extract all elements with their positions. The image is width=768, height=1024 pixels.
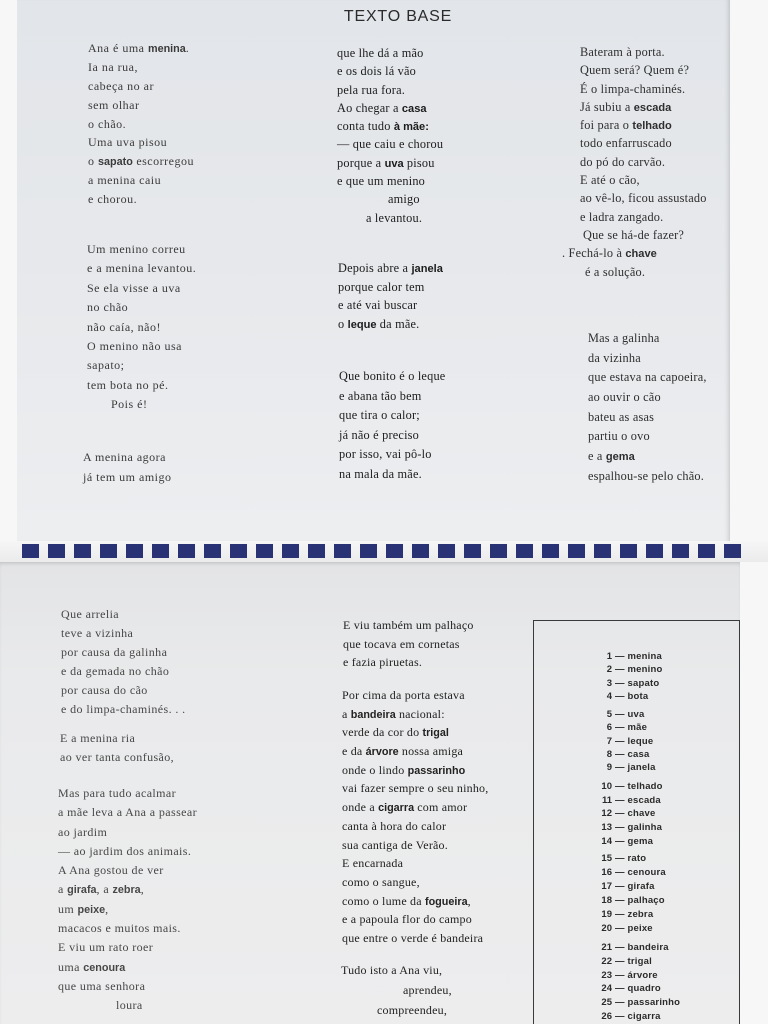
text-line: Mas a galinha: [588, 331, 660, 345]
highlighted-word: árvore: [365, 746, 399, 759]
item-number: 5: [606, 709, 612, 720]
highlighted-word: escada: [633, 101, 672, 114]
word-list-item: [592, 708, 656, 721]
item-number: 9: [606, 762, 612, 774]
text-line: o chão.: [88, 116, 127, 131]
word-list-item: [592, 852, 666, 866]
text-line: E a menina ria: [60, 731, 136, 745]
text-line: e do limpa-chaminés. . .: [61, 702, 186, 716]
highlighted-word: fogueira: [424, 895, 468, 908]
stanza: [87, 240, 196, 415]
text-line: Pois é!: [111, 397, 148, 412]
line-text: o: [338, 317, 348, 332]
line-text: onde o lindo: [342, 762, 408, 777]
highlighted-word: girafa: [67, 884, 97, 897]
word-list-item: [592, 821, 663, 835]
text-line: que tira o calor;: [339, 408, 420, 423]
item-dash: —: [615, 794, 625, 806]
text-line: macacos e muitos mais.: [58, 921, 181, 936]
line-text: escorregou: [132, 154, 194, 169]
word-list-group: [592, 941, 680, 1024]
word-list-box: [533, 620, 740, 1024]
page-top: [17, 0, 730, 541]
word-list-group: [592, 650, 662, 704]
line-text: e da: [342, 744, 366, 759]
highlighted-word: gema: [605, 451, 635, 464]
page-bottom: [0, 562, 740, 1024]
text-line: [88, 39, 194, 58]
text-line: [342, 742, 488, 761]
highlighted-word: passarinho: [407, 764, 466, 777]
item-word: rato: [627, 853, 647, 864]
text-line: Por cima da porta estava: [342, 688, 465, 702]
text-line: [342, 723, 488, 742]
line-text: ,: [105, 901, 109, 916]
text-line: aprendeu,: [403, 983, 452, 997]
word-list-item: [592, 941, 680, 955]
text-line: sem olhar: [88, 97, 140, 112]
text-line: e até vai buscar: [338, 298, 418, 313]
text-line: já não é preciso: [339, 427, 420, 442]
item-number: 25: [601, 997, 612, 1009]
word-list-item: [592, 1010, 680, 1024]
highlighted-word: peixe: [77, 903, 106, 916]
text-line: como o sangue,: [342, 874, 420, 889]
stanza: [341, 960, 452, 1020]
item-number: 19: [601, 909, 612, 920]
binding-strip: [0, 541, 768, 562]
item-number: 14: [601, 835, 612, 847]
line-text: com amor: [414, 800, 468, 815]
item-dash: —: [615, 923, 625, 934]
text-line: O menino não usa: [87, 338, 182, 353]
line-text: um: [58, 901, 78, 916]
item-word: passarinho: [627, 997, 681, 1009]
highlighted-word: telhado: [632, 120, 672, 133]
item-word: trigal: [627, 955, 652, 967]
item-word: cigarra: [627, 1010, 661, 1022]
word-list-item: [592, 780, 663, 794]
text-line: e a papoula flor do campo: [342, 912, 472, 927]
text-line: Bateram à porta.: [580, 45, 665, 59]
text-line: E encarnada: [342, 856, 404, 871]
item-word: leque: [627, 735, 654, 747]
text-line: vai fazer sempre o seu ninho,: [342, 781, 489, 796]
stanza: [60, 729, 174, 767]
highlighted-word: menina: [147, 43, 186, 55]
highlighted-word: uva: [384, 157, 404, 170]
item-dash: —: [615, 955, 625, 967]
text-line: Se ela visse a uva: [87, 280, 181, 295]
highlighted-word: à mãe:: [393, 121, 429, 134]
item-number: 13: [601, 822, 612, 834]
text-line: porque calor tem: [338, 279, 425, 294]
item-number: 23: [601, 969, 612, 981]
text-line: que estava na capoeira,: [588, 370, 707, 385]
text-line: que uma senhora: [58, 978, 146, 993]
word-list-item: [592, 835, 663, 849]
text-line: [338, 259, 443, 278]
text-line: e que um menino: [337, 174, 426, 189]
item-dash: —: [615, 867, 625, 878]
text-line: e a menina levantou.: [87, 261, 197, 276]
line-text: como o lume da: [342, 893, 425, 908]
item-number: 4: [606, 691, 612, 703]
stanza: [88, 39, 194, 209]
line-text: a: [342, 706, 351, 721]
stanza: [339, 367, 445, 485]
text-line: É o limpa-chaminés.: [580, 81, 686, 96]
line-text: da mãe.: [376, 317, 420, 332]
text-line: por causa da galinha: [61, 645, 168, 659]
item-dash: —: [615, 664, 625, 676]
text-line: na mala da mãe.: [339, 466, 422, 481]
text-line: [337, 117, 443, 135]
item-number: 15: [601, 853, 612, 864]
text-line: ao ver tanta confusão,: [60, 750, 175, 764]
word-list-group: [592, 708, 656, 774]
item-dash: —: [615, 942, 625, 953]
text-line: Ia na rua,: [88, 59, 138, 74]
text-line: que entre o verde é bandeira: [342, 930, 484, 945]
item-dash: —: [615, 853, 625, 864]
text-line: Que se há-de fazer?: [583, 227, 685, 242]
text-line: — que caiu e chorou: [337, 137, 444, 152]
highlighted-word: casa: [401, 102, 427, 115]
item-word: telhado: [627, 781, 663, 792]
item-dash: —: [615, 835, 625, 847]
text-line: ao vê-lo, ficou assustado: [580, 191, 707, 206]
text-line: por isso, vai pô-lo: [339, 447, 432, 462]
text-line: e fazia piruetas.: [343, 655, 423, 669]
item-word: casa: [627, 748, 650, 760]
text-line: por causa do cão: [61, 683, 148, 697]
text-line: e ladra zangado.: [580, 209, 664, 224]
text-line: do pó do carvão.: [580, 154, 666, 169]
text-line: no chão: [87, 300, 129, 315]
highlighted-word: zebra: [112, 884, 141, 897]
item-dash: —: [615, 722, 625, 734]
item-number: 6: [606, 722, 612, 734]
stanza: [343, 616, 474, 672]
line-text: Depois abre a: [338, 261, 412, 275]
line-text: uma: [58, 959, 84, 974]
item-dash: —: [615, 651, 625, 662]
text-line: e da gemada no chão: [61, 664, 170, 678]
item-dash: —: [615, 1010, 625, 1022]
word-list-item: [592, 955, 680, 969]
text-line: não caía, não!: [87, 319, 161, 334]
item-word: mãe: [627, 722, 648, 734]
text-line: a levantou.: [366, 210, 423, 225]
word-list-item: [592, 677, 662, 690]
item-number: 1: [606, 651, 612, 662]
text-line: ao ouvir o cão: [588, 390, 661, 405]
line-text: Ana é uma: [88, 41, 148, 55]
text-line: [580, 116, 707, 134]
stanza: [338, 259, 443, 334]
text-line: [337, 154, 443, 172]
highlighted-word: cigarra: [378, 802, 415, 815]
text-line: e os dois lá vão: [337, 64, 417, 79]
item-number: 7: [606, 735, 612, 747]
item-dash: —: [615, 881, 625, 892]
text-line: E viu também um palhaço: [343, 618, 474, 632]
item-number: 11: [601, 794, 612, 806]
item-word: palhaço: [627, 895, 665, 906]
text-line: [338, 315, 443, 334]
word-list-group: [592, 780, 663, 848]
highlighted-word: leque: [347, 319, 377, 332]
text-line: ao jardim: [58, 824, 108, 839]
word-list-item: [592, 807, 663, 821]
item-number: 20: [601, 923, 612, 934]
text-line: já tem um amigo: [83, 470, 172, 484]
line-text: onde a: [342, 800, 379, 815]
stanza: [83, 447, 171, 487]
stanza: [588, 329, 707, 487]
binding-comb: [22, 544, 742, 558]
item-word: janela: [627, 762, 656, 774]
word-list-item: [592, 866, 666, 880]
text-line: e chorou.: [88, 192, 138, 207]
line-text: nossa amiga: [398, 744, 464, 759]
item-word: gema: [627, 835, 654, 847]
item-word: menino: [627, 664, 663, 676]
item-word: escada: [627, 794, 661, 806]
text-line: [342, 892, 488, 911]
text-line: Tudo isto a Ana viu,: [341, 963, 443, 977]
highlighted-word: janela: [411, 263, 443, 275]
stanza: [58, 784, 197, 1016]
text-line: e abana tão bem: [339, 388, 422, 403]
text-line: [337, 99, 443, 117]
item-dash: —: [615, 983, 625, 995]
text-line: amigo: [388, 192, 420, 207]
text-line: E até o cão,: [580, 173, 640, 188]
word-list-item: [592, 894, 666, 908]
item-dash: —: [615, 762, 625, 774]
item-dash: —: [615, 895, 625, 906]
text-line: [588, 447, 707, 467]
item-dash: —: [615, 691, 625, 703]
word-list-item: [592, 663, 662, 676]
text-line: E viu um rato roer: [58, 940, 154, 955]
item-number: 8: [606, 748, 612, 760]
word-list-item: [592, 721, 656, 734]
text-line: pela rua fora.: [337, 82, 406, 97]
item-word: galinha: [627, 822, 663, 834]
item-dash: —: [615, 748, 625, 760]
item-dash: —: [615, 969, 625, 981]
word-list-item: [592, 982, 680, 996]
word-list-item: [592, 908, 666, 922]
item-word: zebra: [627, 909, 654, 920]
item-number: 22: [601, 955, 612, 967]
line-text: nacional:: [395, 706, 445, 721]
item-word: chave: [627, 808, 656, 820]
highlighted-word: bandeira: [350, 708, 396, 721]
highlighted-word: sapato: [98, 156, 133, 169]
word-list-item: [592, 748, 656, 761]
stanza: [337, 44, 443, 227]
text-line: loura: [116, 998, 143, 1013]
line-text: e a: [588, 449, 606, 464]
text-line: [342, 798, 488, 817]
word-list-item: [592, 922, 666, 936]
item-number: 21: [601, 942, 612, 953]
line-text: . Fechá-lo à: [562, 246, 626, 261]
item-number: 26: [601, 1010, 612, 1022]
word-list-item: [592, 650, 662, 663]
text-line: compreendeu,: [377, 1003, 448, 1017]
line-text: conta tudo: [337, 119, 394, 134]
word-list-item: [592, 794, 663, 808]
text-line: [58, 880, 197, 899]
text-line: [58, 958, 197, 977]
text-line: [342, 761, 488, 780]
text-line: espalhou-se pelo chão.: [588, 468, 705, 483]
text-line: Que bonito é o leque: [339, 369, 446, 383]
word-list-item: [592, 735, 656, 748]
line-text: pisou: [403, 155, 435, 170]
line-text: Já subiu a: [580, 99, 634, 114]
word-list-item: [592, 996, 680, 1010]
text-line: [562, 244, 707, 262]
line-text: Ao chegar a: [337, 100, 402, 115]
item-number: 18: [601, 895, 612, 906]
item-word: sapato: [627, 677, 660, 689]
text-line: partiu o ovo: [588, 429, 650, 444]
line-text: verde da cor do: [342, 725, 423, 740]
item-dash: —: [615, 997, 625, 1009]
item-dash: —: [615, 735, 625, 747]
item-dash: —: [615, 677, 625, 689]
item-word: peixe: [627, 923, 653, 934]
line-text: porque a: [337, 155, 385, 170]
text-line: Uma uva pisou: [88, 135, 168, 150]
text-line: é a solução.: [585, 264, 646, 279]
item-dash: —: [615, 709, 625, 720]
stanza: [342, 686, 488, 948]
word-list-item: [592, 880, 666, 894]
line-text: ,: [140, 882, 145, 897]
item-number: 2: [606, 664, 612, 676]
line-text: foi para o: [580, 118, 633, 133]
text-line: Que arrelia: [61, 607, 120, 621]
text-line: [88, 152, 194, 171]
text-line: A menina agora: [83, 450, 166, 464]
item-number: 12: [601, 808, 612, 820]
text-line: Um menino correu: [87, 242, 186, 256]
item-word: árvore: [627, 969, 658, 981]
item-number: 17: [601, 881, 612, 892]
word-list-group: [592, 852, 666, 936]
text-line: sapato;: [87, 358, 125, 373]
line-text: ,: [467, 893, 471, 908]
item-number: 24: [601, 983, 612, 995]
line-text: o: [88, 154, 98, 169]
item-word: bota: [627, 691, 649, 703]
text-line: Mas para tudo acalmar: [58, 786, 177, 800]
text-line: da vizinha: [588, 350, 641, 365]
item-word: uva: [627, 709, 645, 720]
text-line: A Ana gostou de ver: [58, 863, 164, 878]
line-text: a: [58, 882, 68, 897]
word-list-item: [592, 969, 680, 983]
item-dash: —: [615, 822, 625, 834]
stanza: [562, 43, 707, 281]
stanza: [61, 605, 186, 719]
item-number: 16: [601, 867, 612, 878]
highlighted-word: trigal: [422, 727, 449, 740]
item-number: 3: [606, 677, 612, 689]
text-line: cabeça no ar: [88, 78, 154, 93]
text-line: bateu as asas: [588, 409, 655, 424]
text-line: Quem será? Quem é?: [580, 63, 690, 78]
item-word: menina: [627, 651, 662, 662]
text-line: todo enfarruscado: [580, 136, 672, 151]
highlighted-word: cenoura: [83, 961, 126, 974]
item-word: girafa: [627, 881, 655, 892]
item-word: bandeira: [627, 942, 669, 953]
text-line: a mãe leva a Ana a passear: [58, 805, 197, 820]
item-dash: —: [615, 781, 625, 792]
word-list-item: [592, 690, 662, 703]
text-line: a menina caiu: [88, 173, 162, 188]
text-line: — ao jardim dos animais.: [58, 843, 192, 858]
text-line: canta à hora do calor: [342, 818, 447, 833]
item-number: 10: [601, 781, 612, 792]
line-text: , a: [96, 882, 113, 897]
text-line: teve a vizinha: [61, 626, 134, 640]
word-list-item: [592, 761, 656, 774]
item-dash: —: [615, 808, 625, 820]
item-word: cenoura: [627, 867, 666, 878]
text-line: que lhe dá a mão: [337, 46, 424, 60]
text-line: [342, 705, 488, 724]
text-line: [58, 900, 197, 919]
line-text: .: [185, 41, 190, 55]
item-dash: —: [615, 909, 625, 920]
item-word: quadro: [627, 983, 661, 995]
text-line: [580, 98, 707, 116]
page-title: TEXTO BASE: [343, 8, 453, 25]
text-line: sua cantiga de Verão.: [342, 837, 448, 852]
highlighted-word: chave: [625, 248, 657, 261]
text-line: que tocava em cornetas: [343, 636, 460, 651]
text-line: tem bota no pé.: [87, 377, 169, 392]
